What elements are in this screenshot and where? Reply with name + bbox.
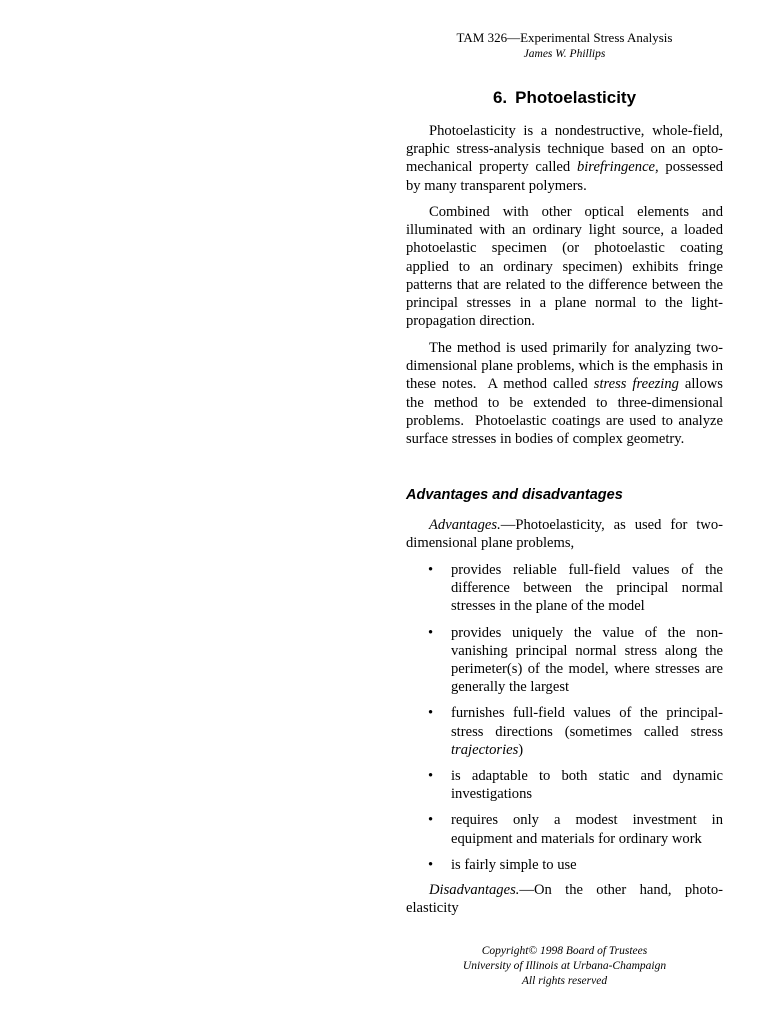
paragraph-intro <box>406 122 723 195</box>
paragraph-method-scope-text-a: The method is used primarily for analyzing two-dimensional plane problems, which is the emphasis in these notes. A method called <box>406 340 723 393</box>
chapter-title <box>406 87 723 109</box>
paragraph-intro-text-b: , possessed by many transparent polymers. <box>406 159 723 194</box>
list-item <box>406 561 723 616</box>
rights-line: All rights reserved <box>521 975 608 987</box>
paragraph-fringe-patterns <box>406 203 723 330</box>
copyright-footer <box>406 944 723 989</box>
bullet-icon: • <box>428 624 434 641</box>
paragraph-intro-text-a: Photoelasticity is a nondestructive, whole-field, graphic stress-analysis technique based on an opto-mechanical property called <box>406 123 723 176</box>
term-birefringence: birefringence <box>576 159 656 176</box>
institution-line: University of Illinois at Urbana-Champaign <box>462 960 667 972</box>
bullet-icon: • <box>428 705 434 722</box>
disadvantages-intro-text: —On the other hand, photo-elasticity <box>406 882 723 917</box>
list-item <box>406 704 723 759</box>
bullet-icon: • <box>428 768 434 785</box>
advantages-intro-text: —Photoelasticity, as used for two-dimensional plane problems, <box>406 517 723 552</box>
list-item <box>406 856 723 874</box>
list-item <box>406 811 723 847</box>
bullet-icon: • <box>428 562 434 578</box>
section-heading: Advantages and disadvantages <box>406 487 623 503</box>
term-trajectories: trajectories <box>451 741 519 758</box>
advantages-list <box>406 561 723 882</box>
advantages-lead: Advantages. <box>429 517 501 533</box>
copyright-line: Copyright© 1998 Board of Trustees <box>481 945 648 957</box>
author-name: James W. Phillips <box>523 48 606 60</box>
list-item-text: furnishes full-field values of the principal-stress directions (sometimes called stress <box>451 705 723 740</box>
list-item-text: requires only a modest investment in equipment and materials for ordinary work <box>451 812 723 847</box>
disadvantages-intro <box>406 881 723 917</box>
paragraph-method-scope-text-b: allows the method to be extended to three-dimensional problems. Photoelastic coatings are used to analyze surface stresses in bodies of complex geometry. <box>406 376 723 448</box>
disadvantages-lead: Disadvantages. <box>429 882 520 898</box>
list-item-text: is adaptable to both static and dynamic investigations <box>451 768 723 803</box>
advantages-intro <box>406 516 723 552</box>
paragraph-method-scope <box>406 339 723 448</box>
chapter-number: 6. <box>492 88 508 107</box>
list-item-text-tail: ) <box>518 741 524 758</box>
paragraph-fringe-patterns-text: Combined with other optical elements and illuminated with an ordinary light source, a loaded photoelastic specimen (or photoelastic coating applied to an ordinary specimen) exhibits fringe patterns that are related to the difference between the principal stresses in a plane normal to the light-propagation direction. <box>406 204 723 330</box>
bullet-icon: • <box>428 812 434 829</box>
course-title: TAM 326—Experimental Stress Analysis <box>456 30 673 45</box>
chapter-title-text: Photoelasticity <box>515 88 637 107</box>
list-item <box>406 624 723 697</box>
list-item-text: is fairly simple to use <box>451 856 577 873</box>
list-item-text: provides reliable full-field values of the difference between the principal normal stresses in the plane of the model <box>451 562 723 615</box>
list-item <box>406 767 723 803</box>
term-stress-freezing: stress freezing <box>593 376 679 393</box>
bullet-icon: • <box>428 856 434 873</box>
list-item-text: provides uniquely the value of the non-vanishing principal normal stress along the perimeter(s) of the model, where stresses are generally the largest <box>451 624 723 696</box>
